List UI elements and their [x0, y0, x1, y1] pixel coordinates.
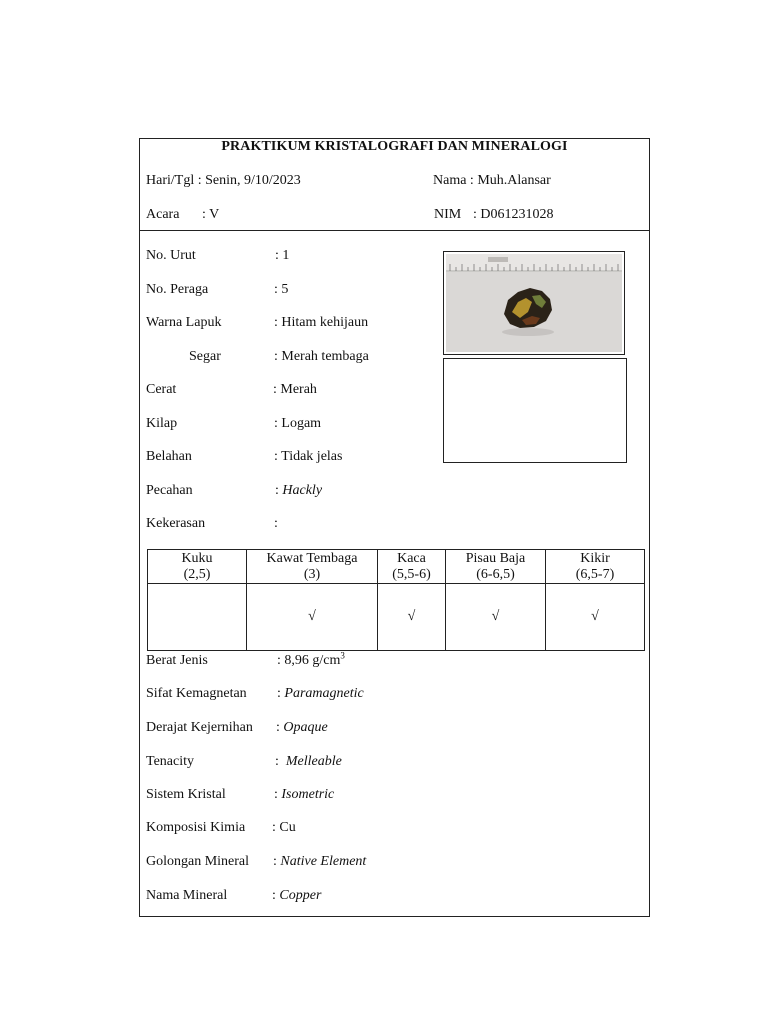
hardness-check-cell: √	[378, 584, 446, 651]
label-pecahan: Pecahan	[146, 483, 193, 498]
hardness-header-name: Pisau Baja	[465, 550, 526, 566]
value-tenacity-text: Melleable	[285, 754, 342, 769]
hardness-header-scale: (3)	[303, 566, 321, 582]
value-no-urut: : 1	[275, 248, 290, 263]
report-card	[139, 138, 650, 917]
label-derajat-kejernihan: Derajat Kejernihan	[146, 720, 253, 735]
value-sifat-kemagnetan-prefix: :	[277, 686, 285, 701]
value-derajat-kejernihan	[276, 720, 328, 736]
value-belahan: : Tidak jelas	[274, 449, 343, 464]
acara-label: Acara	[146, 207, 180, 222]
value-nama-mineral-text: Copper	[279, 888, 322, 903]
value-derajat-kejernihan-prefix: :	[276, 720, 284, 735]
hardness-header-row	[148, 550, 645, 584]
hardness-header-scale: (6,5-7)	[575, 566, 615, 582]
value-tenacity-prefix: :	[275, 754, 286, 769]
value-sistem-kristal-text: Isometric	[281, 787, 335, 802]
label-golongan-mineral: Golongan Mineral	[146, 854, 250, 869]
label-sifat-kemagnetan: Sifat Kemagnetan	[146, 686, 247, 701]
hardness-check-cell: √	[247, 584, 378, 651]
specimen-photo	[443, 251, 625, 355]
label-komposisi-kimia: Komposisi Kimia	[146, 820, 246, 835]
value-kilap: : Logam	[274, 416, 322, 431]
hardness-table	[147, 549, 645, 651]
hardness-header-cell	[446, 550, 546, 584]
label-sistem-kristal: Sistem Kristal	[146, 787, 226, 802]
hardness-header-cell	[148, 550, 247, 584]
label-warna-lapuk: Warna Lapuk	[146, 315, 222, 330]
specimen-image	[446, 254, 622, 352]
label-belahan: Belahan	[146, 449, 192, 464]
value-warna-lapuk: : Hitam kehijaun	[274, 315, 369, 330]
hardness-header-cell	[546, 550, 645, 584]
hardness-header-name: Kawat Tembaga	[266, 550, 358, 566]
hardness-header-scale: (2,5)	[183, 566, 211, 582]
value-golongan-mineral-text: Native Element	[280, 854, 367, 869]
hardness-header-scale: (5,5-6)	[392, 566, 431, 582]
label-kilap: Kilap	[146, 416, 178, 431]
value-sifat-kemagnetan-text: Paramagnetic	[284, 686, 364, 701]
label-segar: Segar	[189, 349, 221, 364]
hardness-check-row	[148, 584, 645, 651]
value-derajat-kejernihan-text: Opaque	[283, 720, 328, 735]
value-golongan-mineral-prefix: :	[273, 854, 281, 869]
value-pecahan-text: Hackly	[282, 483, 323, 498]
hardness-check-cell	[148, 584, 247, 651]
value-kekerasan: :	[274, 516, 278, 531]
value-golongan-mineral	[273, 854, 366, 870]
acara-value: : V	[202, 207, 220, 222]
hardness-header-cell	[247, 550, 378, 584]
hardness-header-scale: (6-6,5)	[476, 566, 515, 582]
hardness-header-name: Kuku	[181, 550, 213, 566]
value-berat-jenis	[277, 650, 345, 669]
nama-field: Nama : Muh.Alansar	[433, 173, 551, 188]
hardness-check-cell: √	[446, 584, 546, 651]
value-no-peraga: : 5	[274, 282, 289, 297]
blank-image-box	[443, 358, 627, 463]
value-nama-mineral	[272, 888, 321, 904]
value-segar: : Merah tembaga	[274, 349, 369, 364]
value-nama-mineral-prefix: :	[272, 888, 280, 903]
label-no-urut: No. Urut	[146, 248, 196, 263]
value-tenacity	[275, 754, 342, 770]
label-kekerasan: Kekerasan	[146, 516, 206, 531]
label-tenacity: Tenacity	[146, 754, 194, 769]
label-cerat: Cerat	[146, 382, 177, 397]
hardness-header-name: Kikir	[580, 550, 610, 566]
superscript-3: 3	[340, 650, 345, 661]
value-pecahan-prefix: :	[275, 483, 283, 498]
page-title: PRAKTIKUM KRISTALOGRAFI DAN MINERALOGI	[221, 139, 568, 154]
hardness-header-cell	[378, 550, 446, 584]
value-sistem-kristal	[274, 787, 334, 803]
nim-value: : D061231028	[473, 207, 554, 222]
label-nama-mineral: Nama Mineral	[146, 888, 228, 903]
label-berat-jenis: Berat Jenis	[146, 653, 208, 668]
label-no-peraga: No. Peraga	[146, 282, 209, 297]
header-divider	[140, 230, 649, 231]
hardness-check-cell: √	[546, 584, 645, 651]
hari-tgl-field: Hari/Tgl : Senin, 9/10/2023	[146, 173, 301, 188]
value-komposisi-kimia: : Cu	[272, 820, 296, 835]
value-pecahan	[275, 483, 322, 499]
value-cerat: : Merah	[273, 382, 317, 397]
hardness-header-name: Kaca	[397, 550, 426, 566]
value-sifat-kemagnetan	[277, 686, 364, 702]
value-sistem-kristal-prefix: :	[274, 787, 282, 802]
nim-label: NIM	[434, 207, 462, 222]
value-berat-jenis-text: : 8,96 g/cm	[277, 653, 341, 668]
